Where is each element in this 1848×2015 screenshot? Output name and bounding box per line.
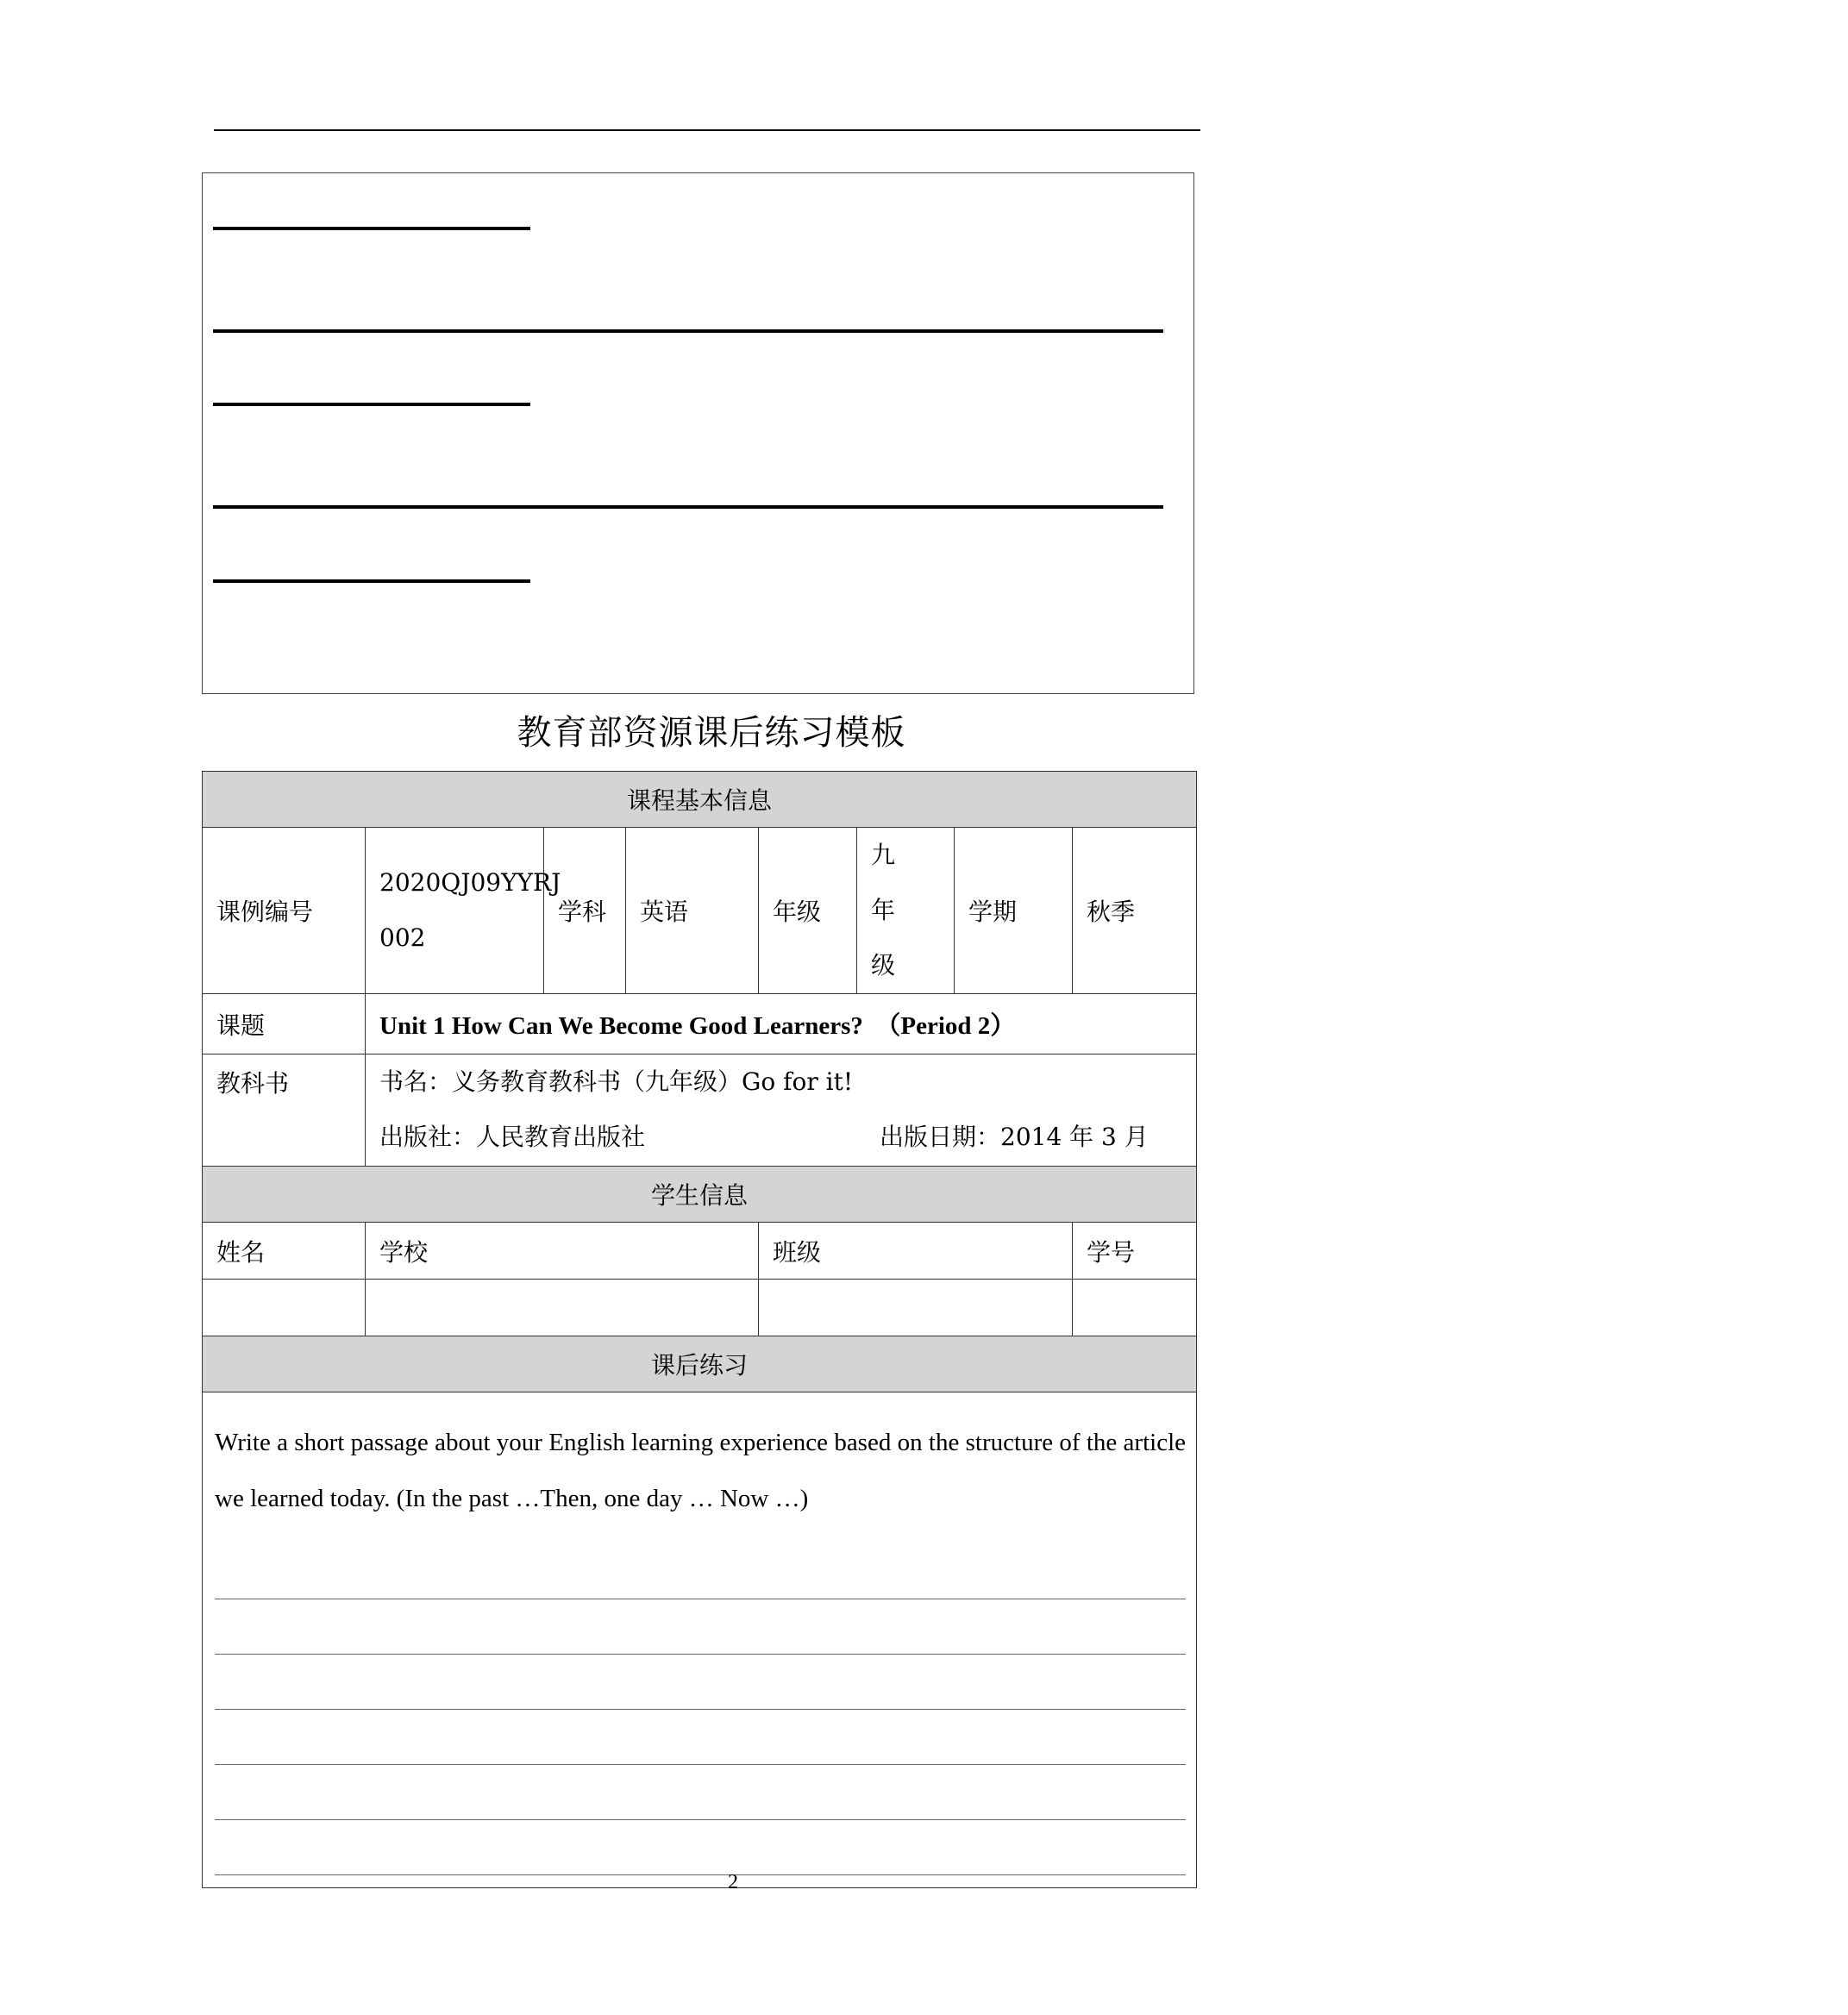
writing-line bbox=[213, 227, 530, 230]
writing-line bbox=[213, 505, 1163, 509]
name-field[interactable] bbox=[203, 1280, 366, 1336]
case-id-label: 课例编号 bbox=[203, 828, 366, 994]
exercise-form-table bbox=[202, 771, 1197, 1888]
page-number: 2 bbox=[728, 1871, 738, 1893]
term-label: 学期 bbox=[955, 828, 1073, 994]
publish-date: 出版日期：2014 年 3 月 bbox=[880, 1123, 1149, 1151]
student-info-header: 学生信息 bbox=[203, 1167, 1197, 1223]
answer-line[interactable] bbox=[215, 1544, 1186, 1599]
exercise-header: 课后练习 bbox=[203, 1336, 1197, 1392]
book-name: 书名：义务教育教科书（九年级）Go for it! bbox=[379, 1067, 854, 1096]
class-label: 班级 bbox=[759, 1223, 1073, 1280]
case-id-line2: 002 bbox=[379, 923, 426, 952]
student-id-field[interactable] bbox=[1073, 1280, 1197, 1336]
writing-line bbox=[213, 579, 530, 583]
grade-value-line1: 九 年 bbox=[871, 841, 920, 924]
class-field[interactable] bbox=[759, 1280, 1073, 1336]
topic-label: 课题 bbox=[203, 994, 366, 1054]
textbook-info bbox=[366, 1054, 1197, 1167]
textbook-label: 教科书 bbox=[203, 1054, 366, 1167]
exercise-body bbox=[203, 1392, 1197, 1888]
grade-value bbox=[857, 828, 955, 994]
grade-value-line2: 级 bbox=[871, 951, 896, 979]
term-value: 秋季 bbox=[1073, 828, 1197, 994]
student-id-label: 学号 bbox=[1073, 1223, 1197, 1280]
answer-line[interactable] bbox=[215, 1655, 1186, 1710]
grade-label: 年级 bbox=[759, 828, 857, 994]
exercise-prompt: Write a short passage about your English learning experience based on the structure of the article we learned today. (In the past …Then, one day … Now …) bbox=[215, 1429, 1187, 1512]
case-id-value bbox=[366, 828, 561, 994]
case-id-line1: 2020QJ09YYRJ bbox=[379, 868, 561, 897]
answer-line[interactable] bbox=[215, 1599, 1186, 1655]
top-rule bbox=[214, 129, 1200, 131]
subject-value: 英语 bbox=[626, 828, 759, 994]
publisher-row bbox=[379, 1110, 1182, 1165]
writing-line bbox=[213, 329, 1163, 333]
writing-line bbox=[213, 403, 530, 406]
answer-line[interactable] bbox=[215, 1710, 1186, 1765]
answer-line[interactable] bbox=[215, 1765, 1186, 1820]
name-label: 姓名 bbox=[203, 1223, 366, 1280]
answer-box-top bbox=[202, 172, 1194, 694]
basic-info-header: 课程基本信息 bbox=[203, 772, 1197, 828]
answer-line[interactable] bbox=[215, 1820, 1186, 1875]
school-label: 学校 bbox=[366, 1223, 759, 1280]
page-title: 教育部资源课后练习模板 bbox=[517, 713, 906, 753]
topic-value: Unit 1 How Can We Become Good Learners? （Period 2） bbox=[366, 994, 1197, 1054]
school-field[interactable] bbox=[366, 1280, 759, 1336]
subject-label: 学科 bbox=[544, 828, 626, 994]
publisher: 出版社：人民教育出版社 bbox=[379, 1123, 646, 1151]
